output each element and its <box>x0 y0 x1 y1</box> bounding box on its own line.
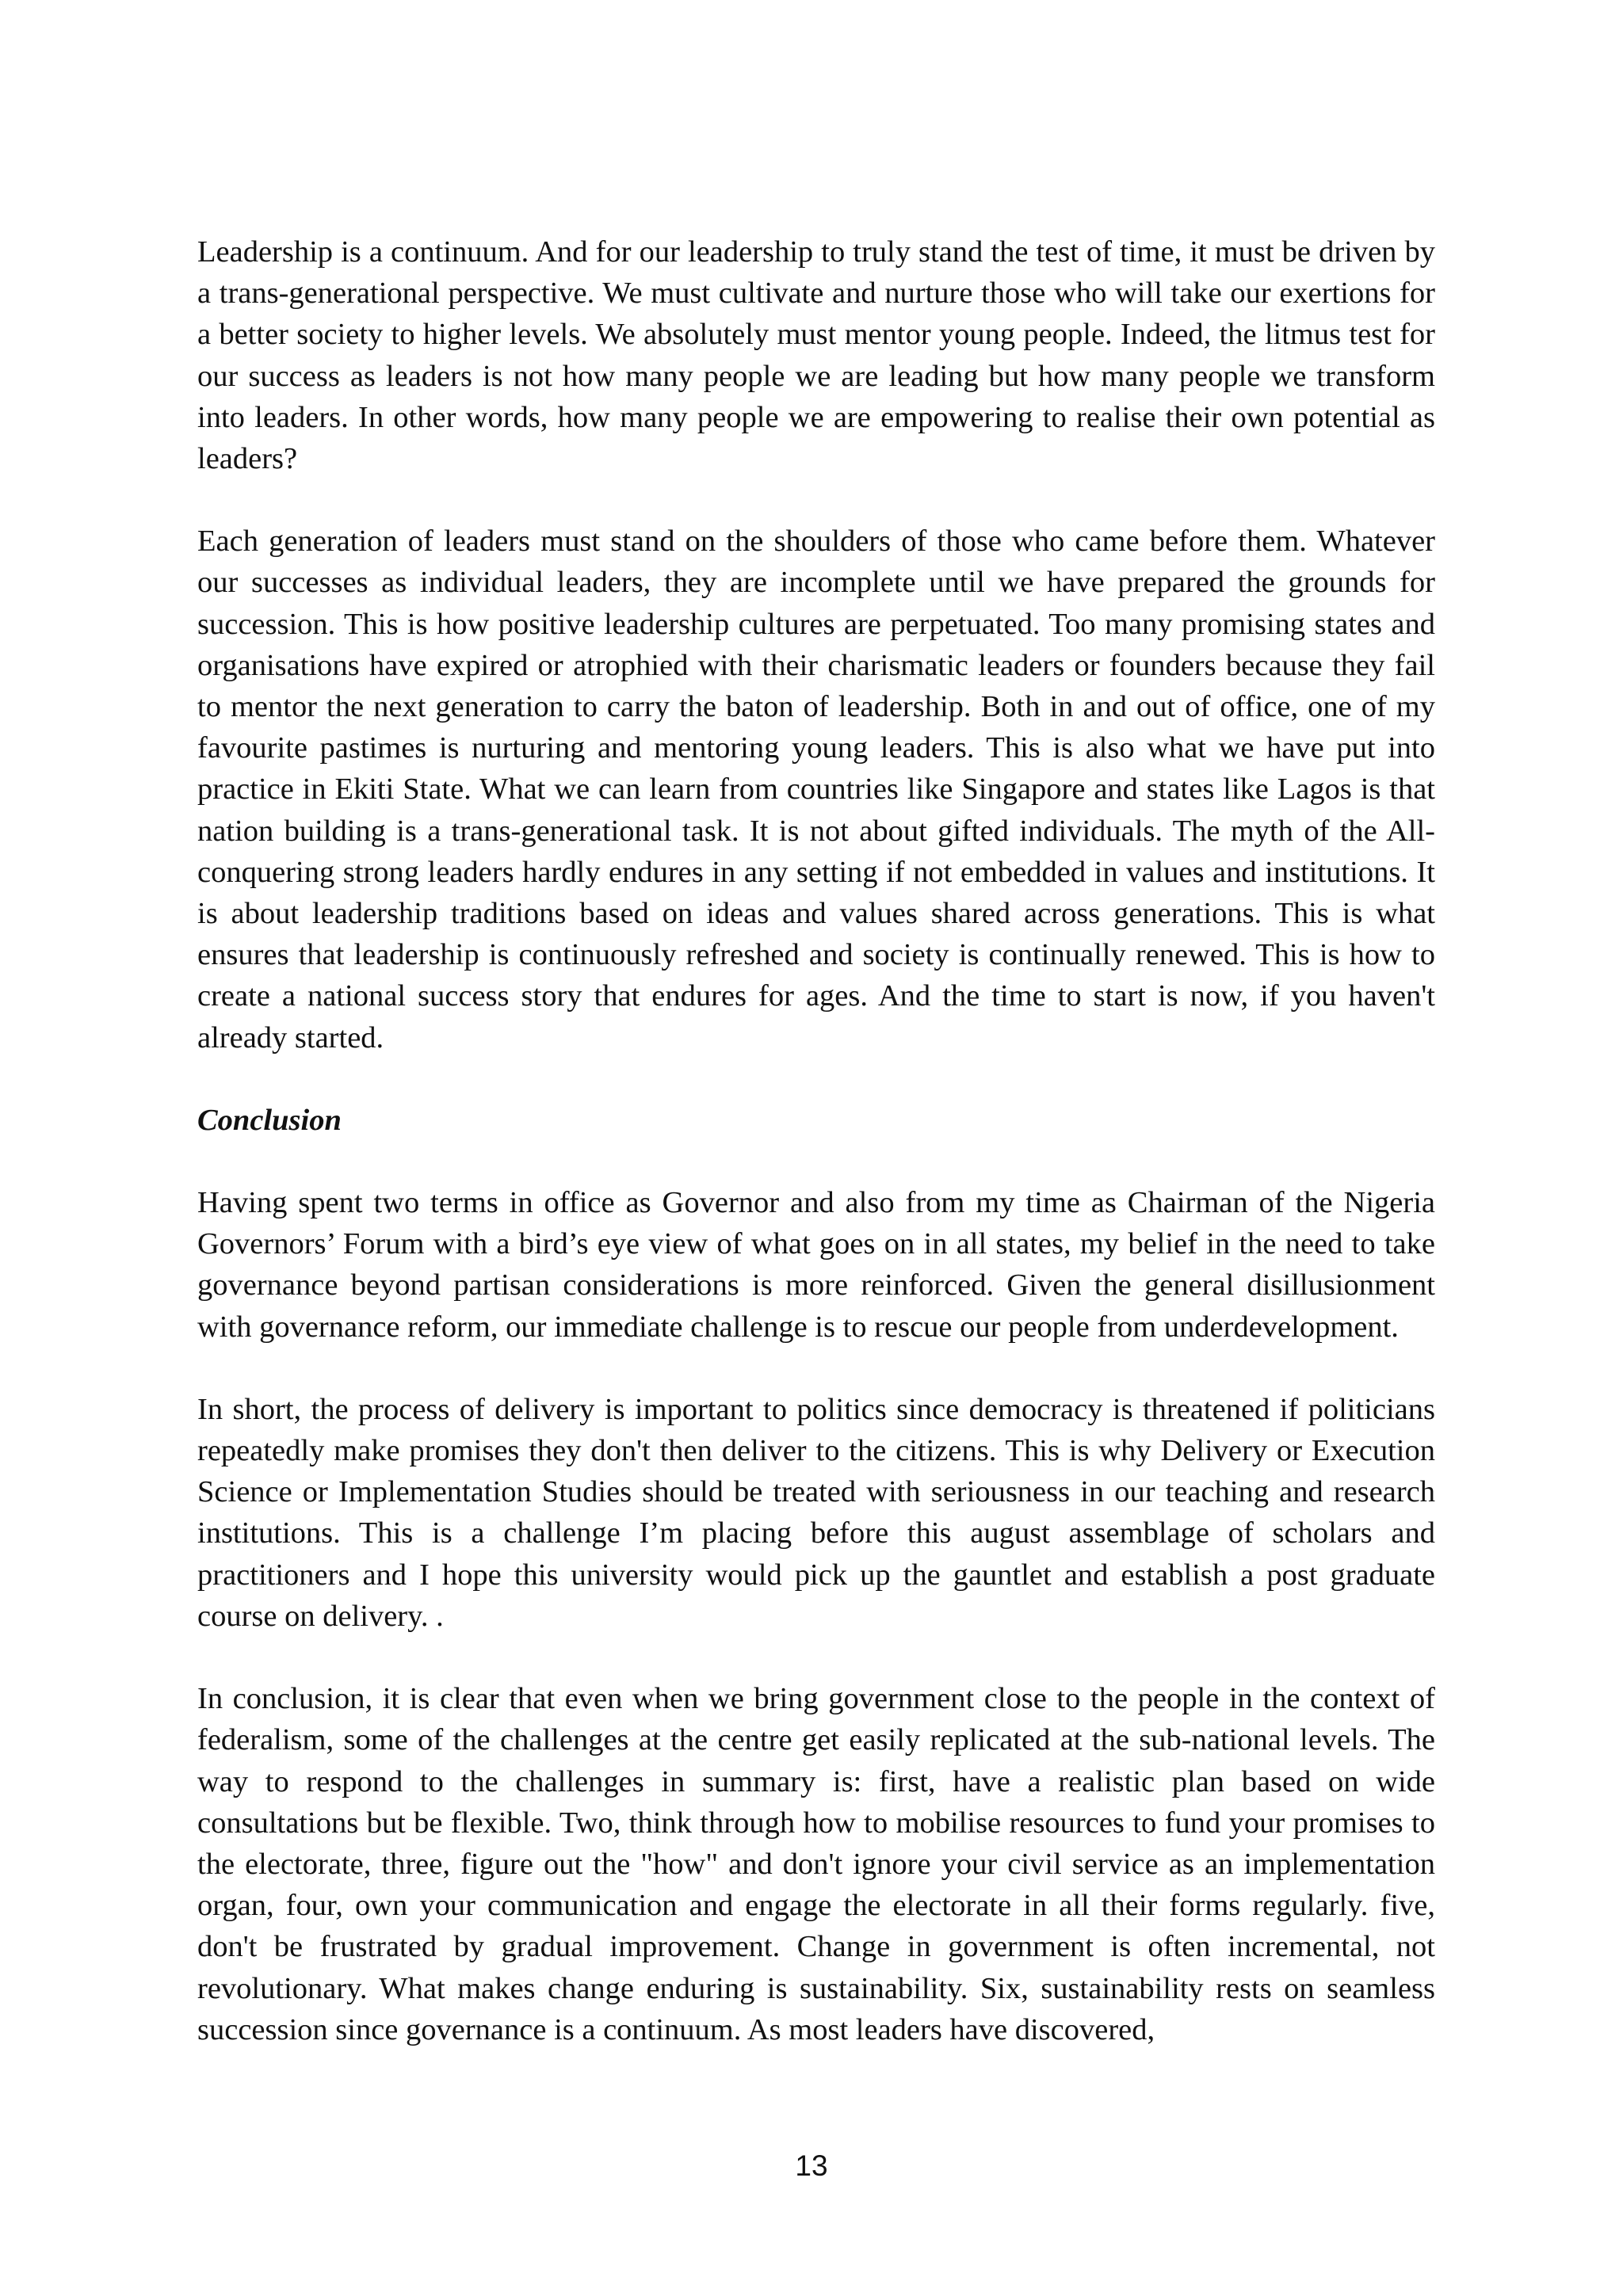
paragraph-generations-of-leaders: Each generation of leaders must stand on the shoulders of those who came before them. Whatever our successes as individual leaders, they are incomplete until we have prepared the grounds for succession. This is how positive leadership cultures are perpetuated. Too many promising states and organisations have expired or atrophied with their charismatic leaders or founders because they fail to mentor the next generation to carry the baton of leadership. Both in and out of office, one of my favourite pastimes is nurturing and mentoring young leaders. This is also what we have put into practice in Ekiti State. What we can learn from countries like Singapore and states like Lagos is that nation building is a trans-generational task. It is not about gifted individuals. The myth of the All-conquering strong leaders hardly endures in any setting if not embedded in values and institutions. It is about leadership traditions based on ideas and values shared across generations. This is what ensures that leadership is continuously refreshed and society is continually renewed. This is how to create a national success story that endures for ages. And the time to start is now, if you haven't already started. <box>197 524 1435 1055</box>
paragraph-governor-terms: Having spent two terms in office as Governor and also from my time as Chairman of the Nigeria Governors’ Forum with a bird’s eye view of what goes on in all states, my belief in the need to take governance beyond partisan considerations is more reinforced. Given the general disillusionment with governance reform, our immediate challenge is to rescue our people from underdevelopment. <box>197 1186 1435 1344</box>
section-heading-conclusion: Conclusion <box>197 1103 342 1137</box>
paragraph-in-conclusion: In conclusion, it is clear that even when we bring government close to the people in the context of federalism, some of the challenges at the centre get easily replicated at the sub-national levels. The way to respond to the challenges in summary is: first, have a realistic plan based on wide consultations but be flexible. Two, think through how to mobilise resources to fund your promises to the electorate, three, figure out the "how" and don't ignore your civil service as an implementation organ, four, own your communication and engage the electorate in all their forms regularly. five, don't be frustrated by gradual improvement. Change in government is often incremental, not revolutionary. What makes change enduring is sustainability. Six, sustainability rests on seamless succession since governance is a continuum. As most leaders have discovered, <box>197 1682 1435 2046</box>
paragraph-leadership-continuum: Leadership is a continuum. And for our leadership to truly stand the test of time, it must be driven by a trans-generational perspective. We must cultivate and nurture those who will take our exertions for a better society to higher levels. We absolutely must mentor young people. Indeed, the litmus test for our success as leaders is not how many people we are leading but how many people we transform into leaders. In other words, how many people we are empowering to realise their own potential as leaders? <box>197 235 1435 476</box>
page-number: 13 <box>795 2149 828 2182</box>
page-body <box>197 231 1435 2050</box>
paragraph-process-of-delivery: In short, the process of delivery is important to politics since democracy is threatened if politicians repeatedly make promises they don't then deliver to the citizens. This is why Delivery or Execution Science or Implementation Studies should be treated with seriousness in our teaching and research institutions. This is a challenge I’m placing before this august assemblage of scholars and practitioners and I hope this university would pick up the gauntlet and establish a post graduate course on delivery. . <box>197 1392 1435 1633</box>
